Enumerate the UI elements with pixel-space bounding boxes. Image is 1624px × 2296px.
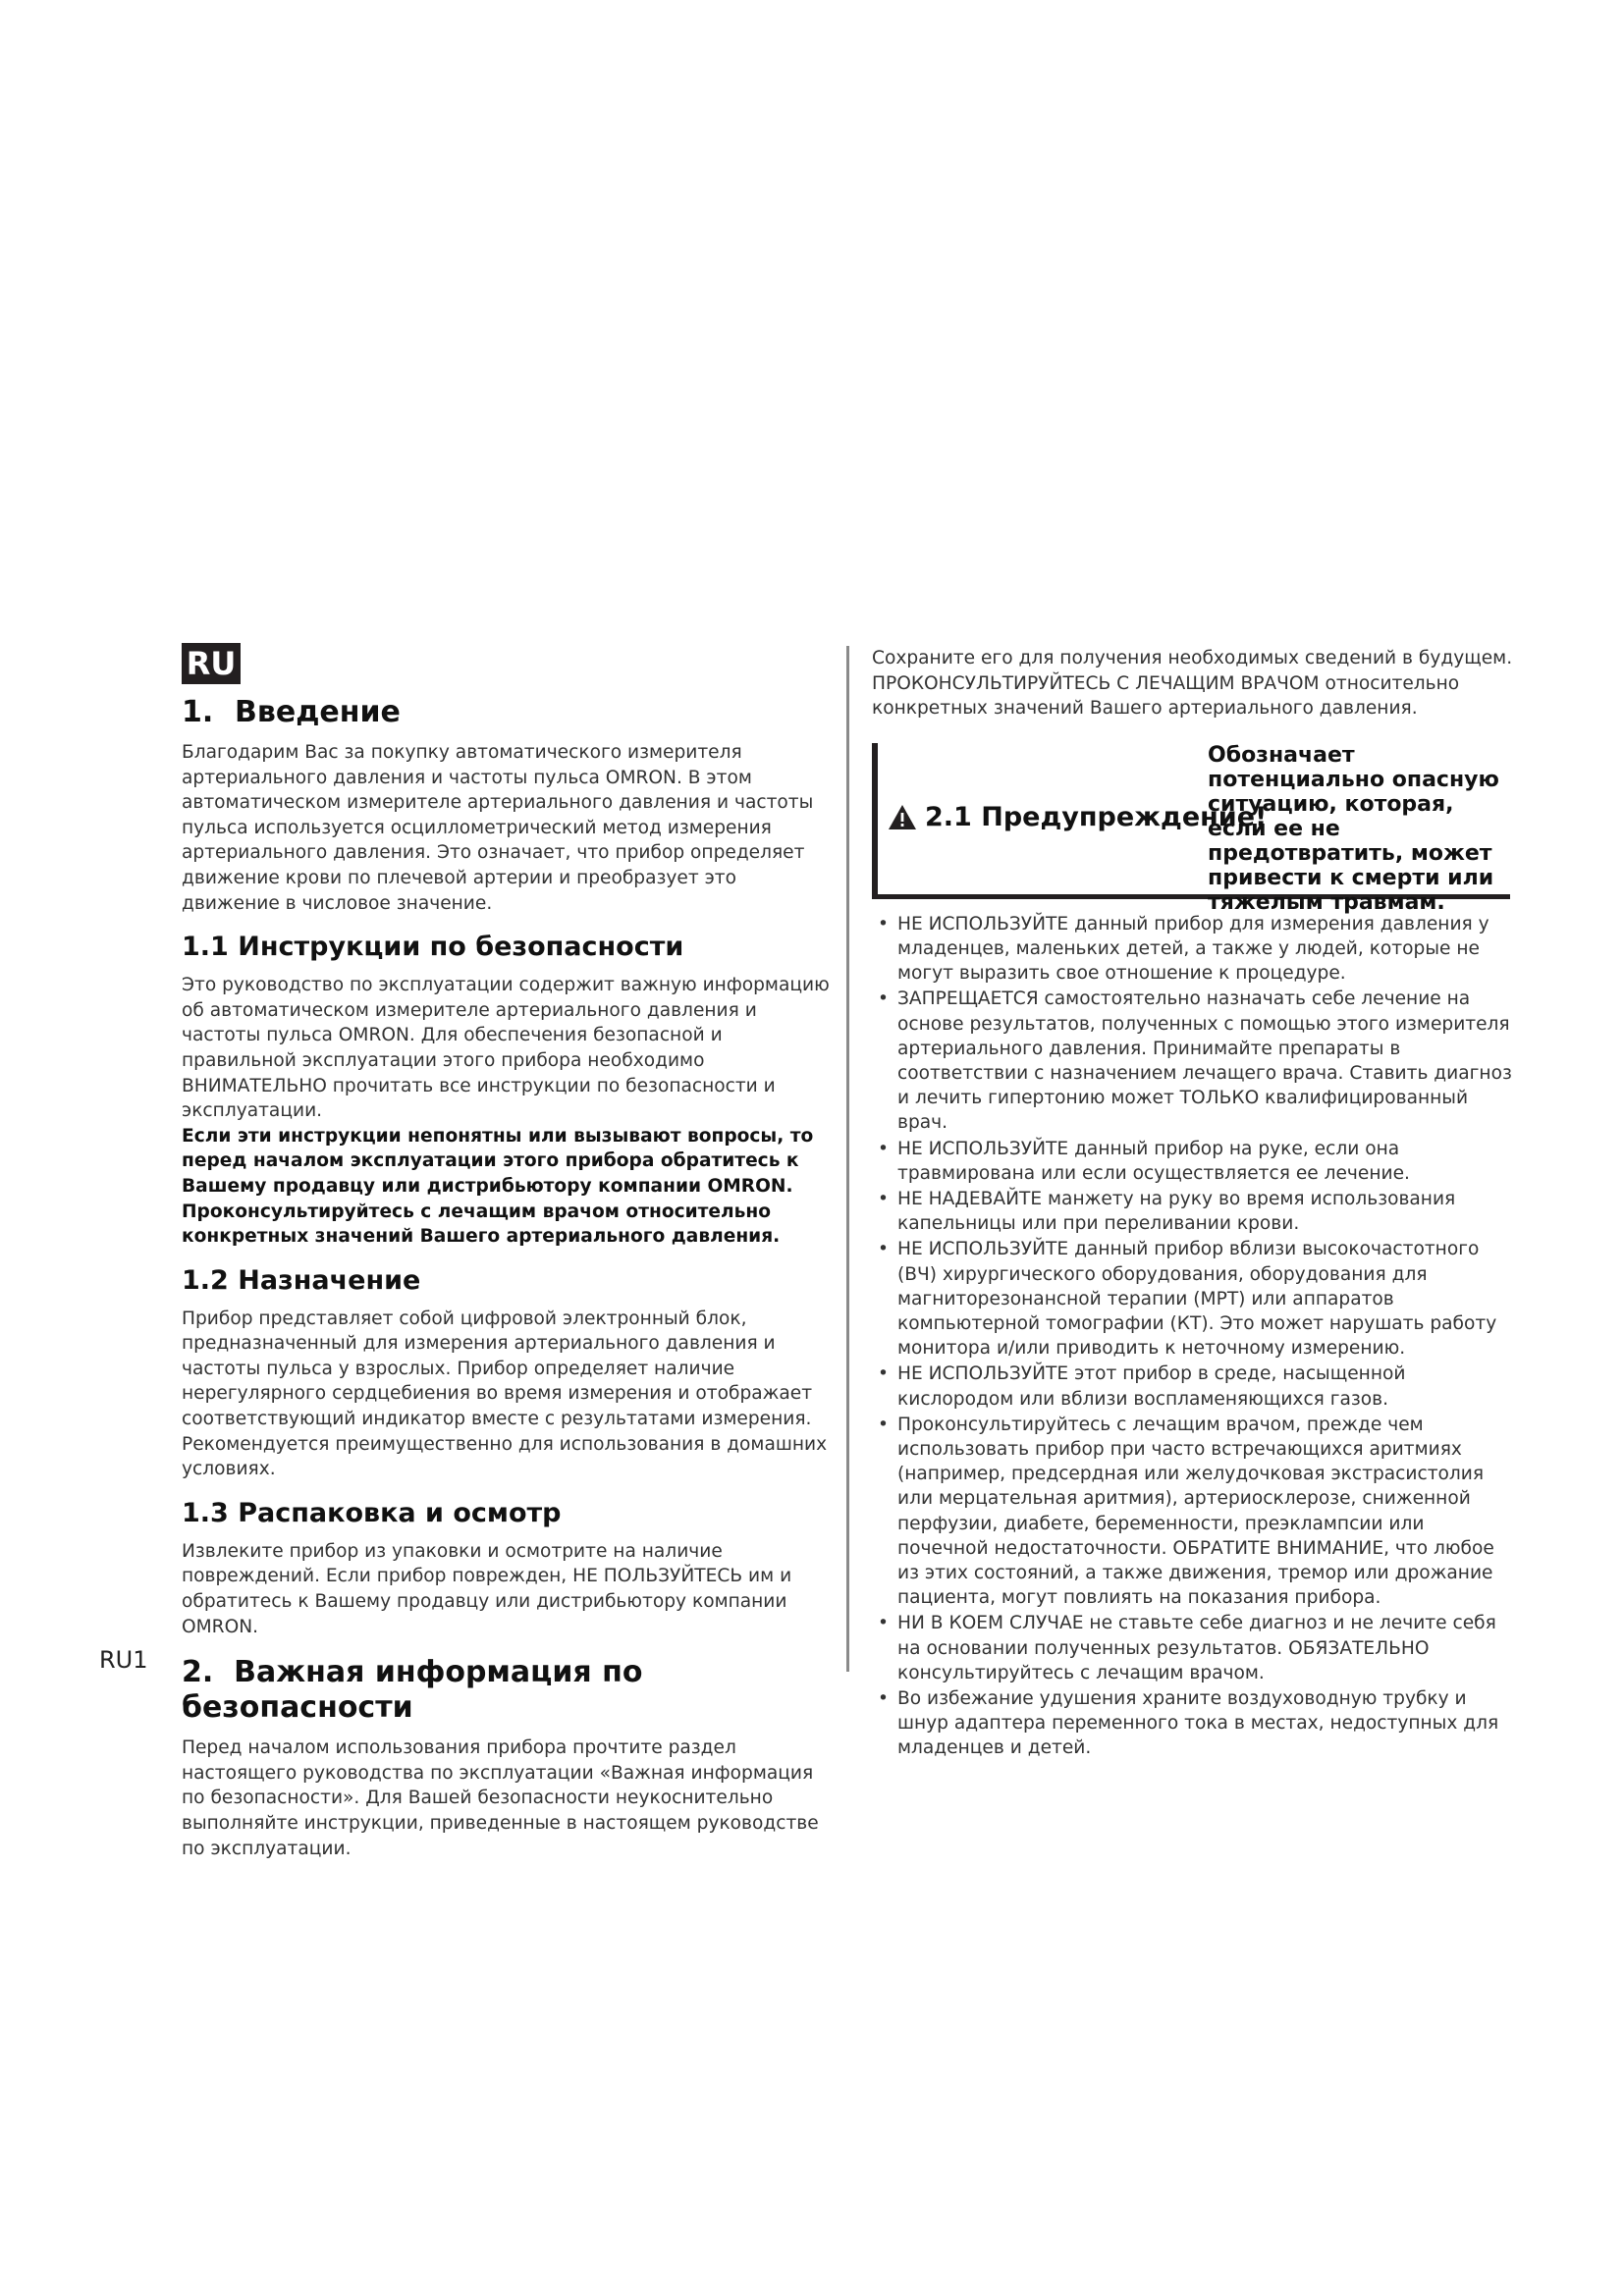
right-column bbox=[872, 646, 1515, 1762]
warning-description: Обозначает потенциально опасную ситуацию, которая, если ее не предотвратить, может привести к смерти или тяжелым травмам. bbox=[1208, 742, 1499, 915]
warning-bullet-list bbox=[872, 912, 1515, 1761]
section-title: Введение bbox=[235, 695, 401, 729]
section-number: 1. bbox=[182, 695, 214, 729]
purpose-paragraph: Прибор представляет собой цифровой электронный блок, предназначенный для измерения артериального давления и частоты пульса у взрослых. Прибор определяет наличие нерегулярного сердцебиения во время измерения и отображает соответствующий индикатор вместе с результатами измерения. Рекомендуется преимущественно для использования в домашних условиях. bbox=[182, 1308, 828, 1480]
list-item: • НИ В КОЕМ СЛУЧАЕ не ставьте себе диагноз и не лечите себя на основании полученных результатов. ОБЯЗАТЕЛЬНО консультируйтесь с лечащим врачом. bbox=[878, 1613, 1496, 1683]
list-item: • НЕ ИСПОЛЬЗУЙТЕ этот прибор в среде, насыщенной кислородом или вблизи воспламеняющихся газов. bbox=[878, 1363, 1406, 1410]
list-item: • Во избежание удушения храните воздуховодную трубку и шнур адаптера переменного тока в местах, недоступных для младенцев и детей. bbox=[878, 1688, 1499, 1759]
right-intro-paragraph: Сохраните его для получения необходимых сведений в будущем. ПРОКОНСУЛЬТИРУЙТЕСЬ С ЛЕЧАЩИМ ВРАЧОМ относительно конкретных значений Вашего артериального давления. bbox=[872, 648, 1513, 720]
column-divider bbox=[846, 646, 849, 1672]
list-item: • НЕ ИСПОЛЬЗУЙТЕ данный прибор вблизи высокочастотного (ВЧ) хирургического оборудования, оборудования для магниторезонансной терапии (МРТ) или аппаратов компьютерной томографии (КТ). Это может нарушать работу монитора и/или приводить к неточному измерению. bbox=[878, 1239, 1497, 1360]
section-important-heading bbox=[182, 1655, 830, 1726]
list-item: • НЕ ИСПОЛЬЗУЙТЕ данный прибор для измерения давления у младенцев, маленьких детей, а также у людей, которые не могут выразить свое отношение к процедуре. bbox=[878, 913, 1489, 985]
warning-title-text: 2.1 Предупреждение! bbox=[925, 801, 1268, 832]
section-title: Важная информация по безопасности bbox=[182, 1655, 643, 1726]
unpacking-heading: 1.3 Распаковка и осмотр bbox=[182, 1497, 562, 1528]
section-number: 2. bbox=[182, 1655, 214, 1690]
purpose-heading: 1.2 Назначение bbox=[182, 1264, 421, 1296]
warning-left-bar bbox=[872, 743, 878, 898]
warning-box bbox=[872, 742, 1510, 915]
page-number: RU1 bbox=[99, 1646, 148, 1674]
section-intro-heading bbox=[182, 695, 830, 730]
unpacking-paragraph: Извлеките прибор из упаковки и осмотрите на наличие повреждений. Если прибор поврежден, НЕ ПОЛЬЗУЙТЕСЬ им и обратитесь к Вашему продавцу или дистрибьютору компании OMRON. bbox=[182, 1540, 792, 1637]
safety-instructions-bold-paragraph: Если эти инструкции непонятны или вызывают вопросы, то перед началом эксплуатации этого прибора обратитесь к Вашему продавцу или дистрибьютору компании OMRON. Проконсультируйтесь с лечащим врачом относительно конкретных значений Вашего артериального давления. bbox=[182, 1125, 814, 1248]
safety-instructions-heading: 1.1 Инструкции по безопасности bbox=[182, 932, 684, 963]
list-item: • НЕ НАДЕВАЙТЕ манжету на руку во время использования капельницы или при переливании крови. bbox=[878, 1189, 1456, 1235]
important-paragraph: Перед началом использования прибора прочтите раздел настоящего руководства по эксплуатации «Важная информация по безопасности». Для Вашей безопасности неукоснительно выполняйте инструкции, приведенные в настоящем руководстве по эксплуатации. bbox=[182, 1737, 819, 1859]
list-item: • Проконсультируйтесь с лечащим врачом, прежде чем использовать прибор при часто встречающихся аритмиях (например, предсердная или желудочковая экстрасистолия или мерцательная аритмия), артериосклерозе, сниженной перфузии, диабете, беременности, преэклампсии или почечной недостаточности. ОБРАТИТЕ ВНИМАНИЕ, что любое из этих состояний, а также движения, тремор или дрожание пациента, могут повлиять на показания прибора. bbox=[878, 1414, 1494, 1609]
list-item: • ЗАПРЕЩАЕТСЯ самостоятельно назначать себе лечение на основе результатов, полученных с помощью этого измерителя артериального давления. Принимайте препараты в соответствии с назначением лечащего врача. Ставить диагноз и лечить гипертонию может ТОЛЬКО квалифицированный врач. bbox=[878, 988, 1512, 1134]
language-badge: RU bbox=[182, 643, 241, 684]
intro-paragraph: Благодарим Вас за покупку автоматического измерителя артериального давления и частоты пульса OMRON. В этом автоматическом измерителе артериального давления и частоты пульса используется осциллометрический метод измерения артериального давления. Это означает, что прибор определяет движение крови по плечевой артерии и преобразует это движение в числовое значение. bbox=[182, 742, 814, 914]
warning-triangle-icon bbox=[888, 804, 917, 830]
safety-instructions-paragraph: Это руководство по эксплуатации содержит важную информацию об автоматическом измерителе артериального давления и частоты пульса OMRON. Для обеспечения безопасной и правильной эксплуатации этого прибора необходимо ВНИМАТЕЛЬНО прочитать все инструкции по безопасности и эксплуатации. bbox=[182, 975, 830, 1122]
left-column bbox=[182, 695, 830, 1861]
list-item: • НЕ ИСПОЛЬЗУЙТЕ данный прибор на руке, если она травмирована или если осуществляется ее лечение. bbox=[878, 1138, 1410, 1184]
